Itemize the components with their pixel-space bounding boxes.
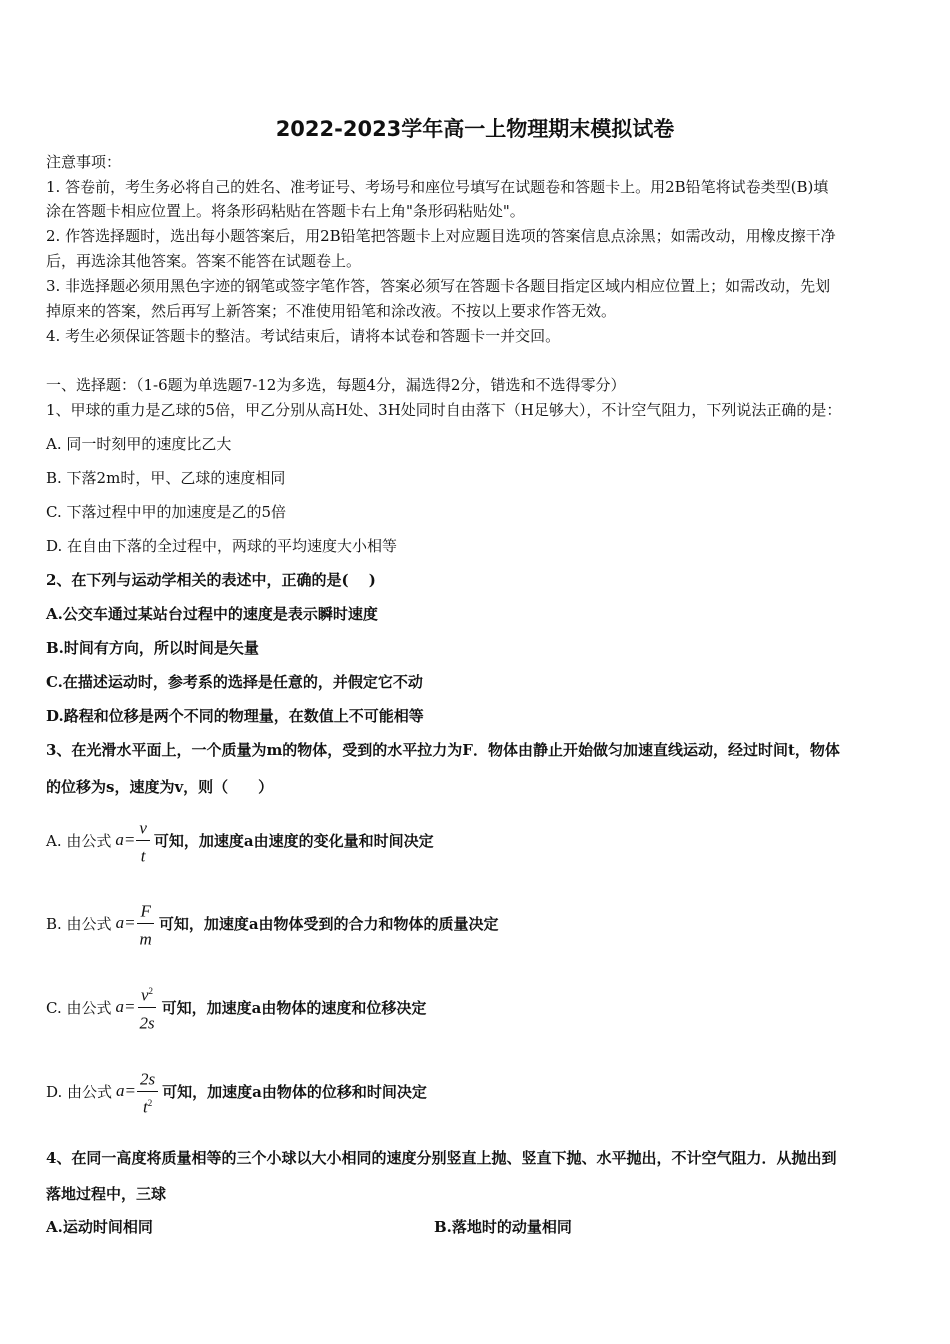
fraction bbox=[136, 815, 150, 865]
question-option: D.路程和位移是两个不同的物理量，在数值上不可能相等 bbox=[46, 707, 424, 725]
question-option: C.在描述运动时，参考系的选择是任意的，并假定它不动 bbox=[46, 673, 423, 691]
question-option: B.时间有方向，所以时间是矢量 bbox=[46, 639, 259, 657]
question-option: A. 同一时刻甲的速度比乙大 bbox=[46, 435, 232, 453]
fraction-numerator: 2s bbox=[140, 1069, 156, 1089]
option-prefix: C. 由公式 bbox=[46, 998, 112, 1017]
notice-line: 后，再选涂其他答案。答案不能答在试题卷上。 bbox=[46, 252, 362, 270]
fraction-numerator: v bbox=[139, 818, 147, 838]
formula-option bbox=[46, 815, 434, 865]
notice-heading: 注意事项： bbox=[46, 153, 122, 171]
fraction-denominator: 2s bbox=[139, 1013, 155, 1033]
option-suffix: 可知，加速度a由物体的速度和位移决定 bbox=[161, 998, 427, 1017]
option-suffix: 可知，加速度a由速度的变化量和时间决定 bbox=[153, 831, 434, 850]
fraction-numerator: v bbox=[141, 985, 149, 1005]
question-stem: 3、在光滑水平面上，一个质量为m的物体，受到的水平拉力为F．物体由静止开始做匀加速直线运动，经过时间t，物体 bbox=[46, 741, 840, 759]
question-option: C. 下落过程中甲的加速度是乙的5倍 bbox=[46, 503, 287, 521]
notice-line: 4. 考生必须保证答题卡的整洁。考试结束后，请将本试卷和答题卡一并交回。 bbox=[46, 327, 561, 345]
question-option: B. 下落2m时，甲、乙球的速度相同 bbox=[46, 469, 286, 487]
notice-line: 掉原来的答案，然后再写上新答案；不准使用铅笔和涂改液。不按以上要求作答无效。 bbox=[46, 302, 617, 320]
question-option: A.运动时间相同 bbox=[46, 1218, 153, 1236]
page-title: 2022-2023学年高一上物理期末模拟试卷 bbox=[275, 117, 675, 141]
option-prefix: B. 由公式 bbox=[46, 914, 112, 933]
question-stem: 4、在同一高度将质量相等的三个小球以大小相同的速度分别竖直上抛、竖直下抛、水平抛出，不计空气阻力．从抛出到 bbox=[46, 1149, 837, 1167]
fraction bbox=[137, 898, 155, 948]
question-stem: 2、在下列与运动学相关的表述中，正确的是( ) bbox=[46, 571, 376, 589]
formula-option bbox=[46, 982, 426, 1032]
question-stem: 的位移为s，速度为v，则（ ） bbox=[46, 778, 274, 796]
question-option: D. 在自由下落的全过程中，两球的平均速度大小相等 bbox=[46, 537, 398, 555]
option-prefix: A. 由公式 bbox=[46, 831, 112, 850]
fraction-denominator: t bbox=[140, 846, 146, 866]
notice-line: 3. 非选择题必须用黑色字迹的钢笔或签字笔作答，答案必须写在答题卡各题目指定区域内相应位置上；如需改动，先划 bbox=[46, 277, 831, 295]
denominator-exponent: 2 bbox=[147, 1097, 153, 1108]
question-stem: 落地过程中，三球 bbox=[46, 1185, 167, 1203]
formula-lhs: a= bbox=[116, 1081, 137, 1101]
formula-option bbox=[46, 898, 499, 948]
option-suffix: 可知，加速度a由物体的位移和时间决定 bbox=[162, 1082, 427, 1101]
formula bbox=[116, 898, 155, 948]
question-stem: 1、甲球的重力是乙球的5倍，甲乙分别从高H处、3H处同时自由落下（H足够大），不计空气阻力，下列说法正确的是： bbox=[46, 401, 842, 419]
formula-lhs: a= bbox=[115, 830, 136, 850]
fraction bbox=[136, 982, 157, 1032]
formula-lhs: a= bbox=[115, 913, 136, 933]
formula bbox=[115, 815, 150, 865]
notice-line: 涂在答题卡相应位置上。将条形码粘贴在答题卡右上角"条形码粘贴处"。 bbox=[46, 202, 525, 220]
option-suffix: 可知，加速度a由物体受到的合力和物体的质量决定 bbox=[158, 914, 499, 933]
fraction-denominator: m bbox=[139, 929, 152, 949]
fraction bbox=[137, 1066, 158, 1116]
formula bbox=[115, 982, 157, 1032]
notice-line: 1. 答卷前，考生务必将自己的姓名、准考证号、考场号和座位号填写在试题卷和答题卡上。用2B铅笔将试卷类型(B)填 bbox=[46, 178, 829, 196]
option-prefix: D. 由公式 bbox=[46, 1082, 113, 1101]
question-option: A.公交车通过某站台过程中的速度是表示瞬时速度 bbox=[46, 605, 378, 623]
formula-option bbox=[46, 1066, 427, 1116]
formula bbox=[116, 1066, 158, 1116]
fraction-numerator: F bbox=[140, 901, 151, 921]
section-heading: 一、选择题：（1-6题为单选题7-12为多选，每题4分，漏选得2分，错选和不选得零分） bbox=[46, 376, 626, 394]
fraction-denominator: t bbox=[142, 1097, 148, 1117]
formula-lhs: a= bbox=[115, 997, 136, 1017]
notice-line: 2. 作答选择题时，选出每小题答案后，用2B铅笔把答题卡上对应题目选项的答案信息点涂黑；如需改动，用橡皮擦干净 bbox=[46, 227, 836, 245]
numerator-exponent: 2 bbox=[148, 986, 154, 996]
question-option: B.落地时的动量相同 bbox=[434, 1218, 572, 1236]
